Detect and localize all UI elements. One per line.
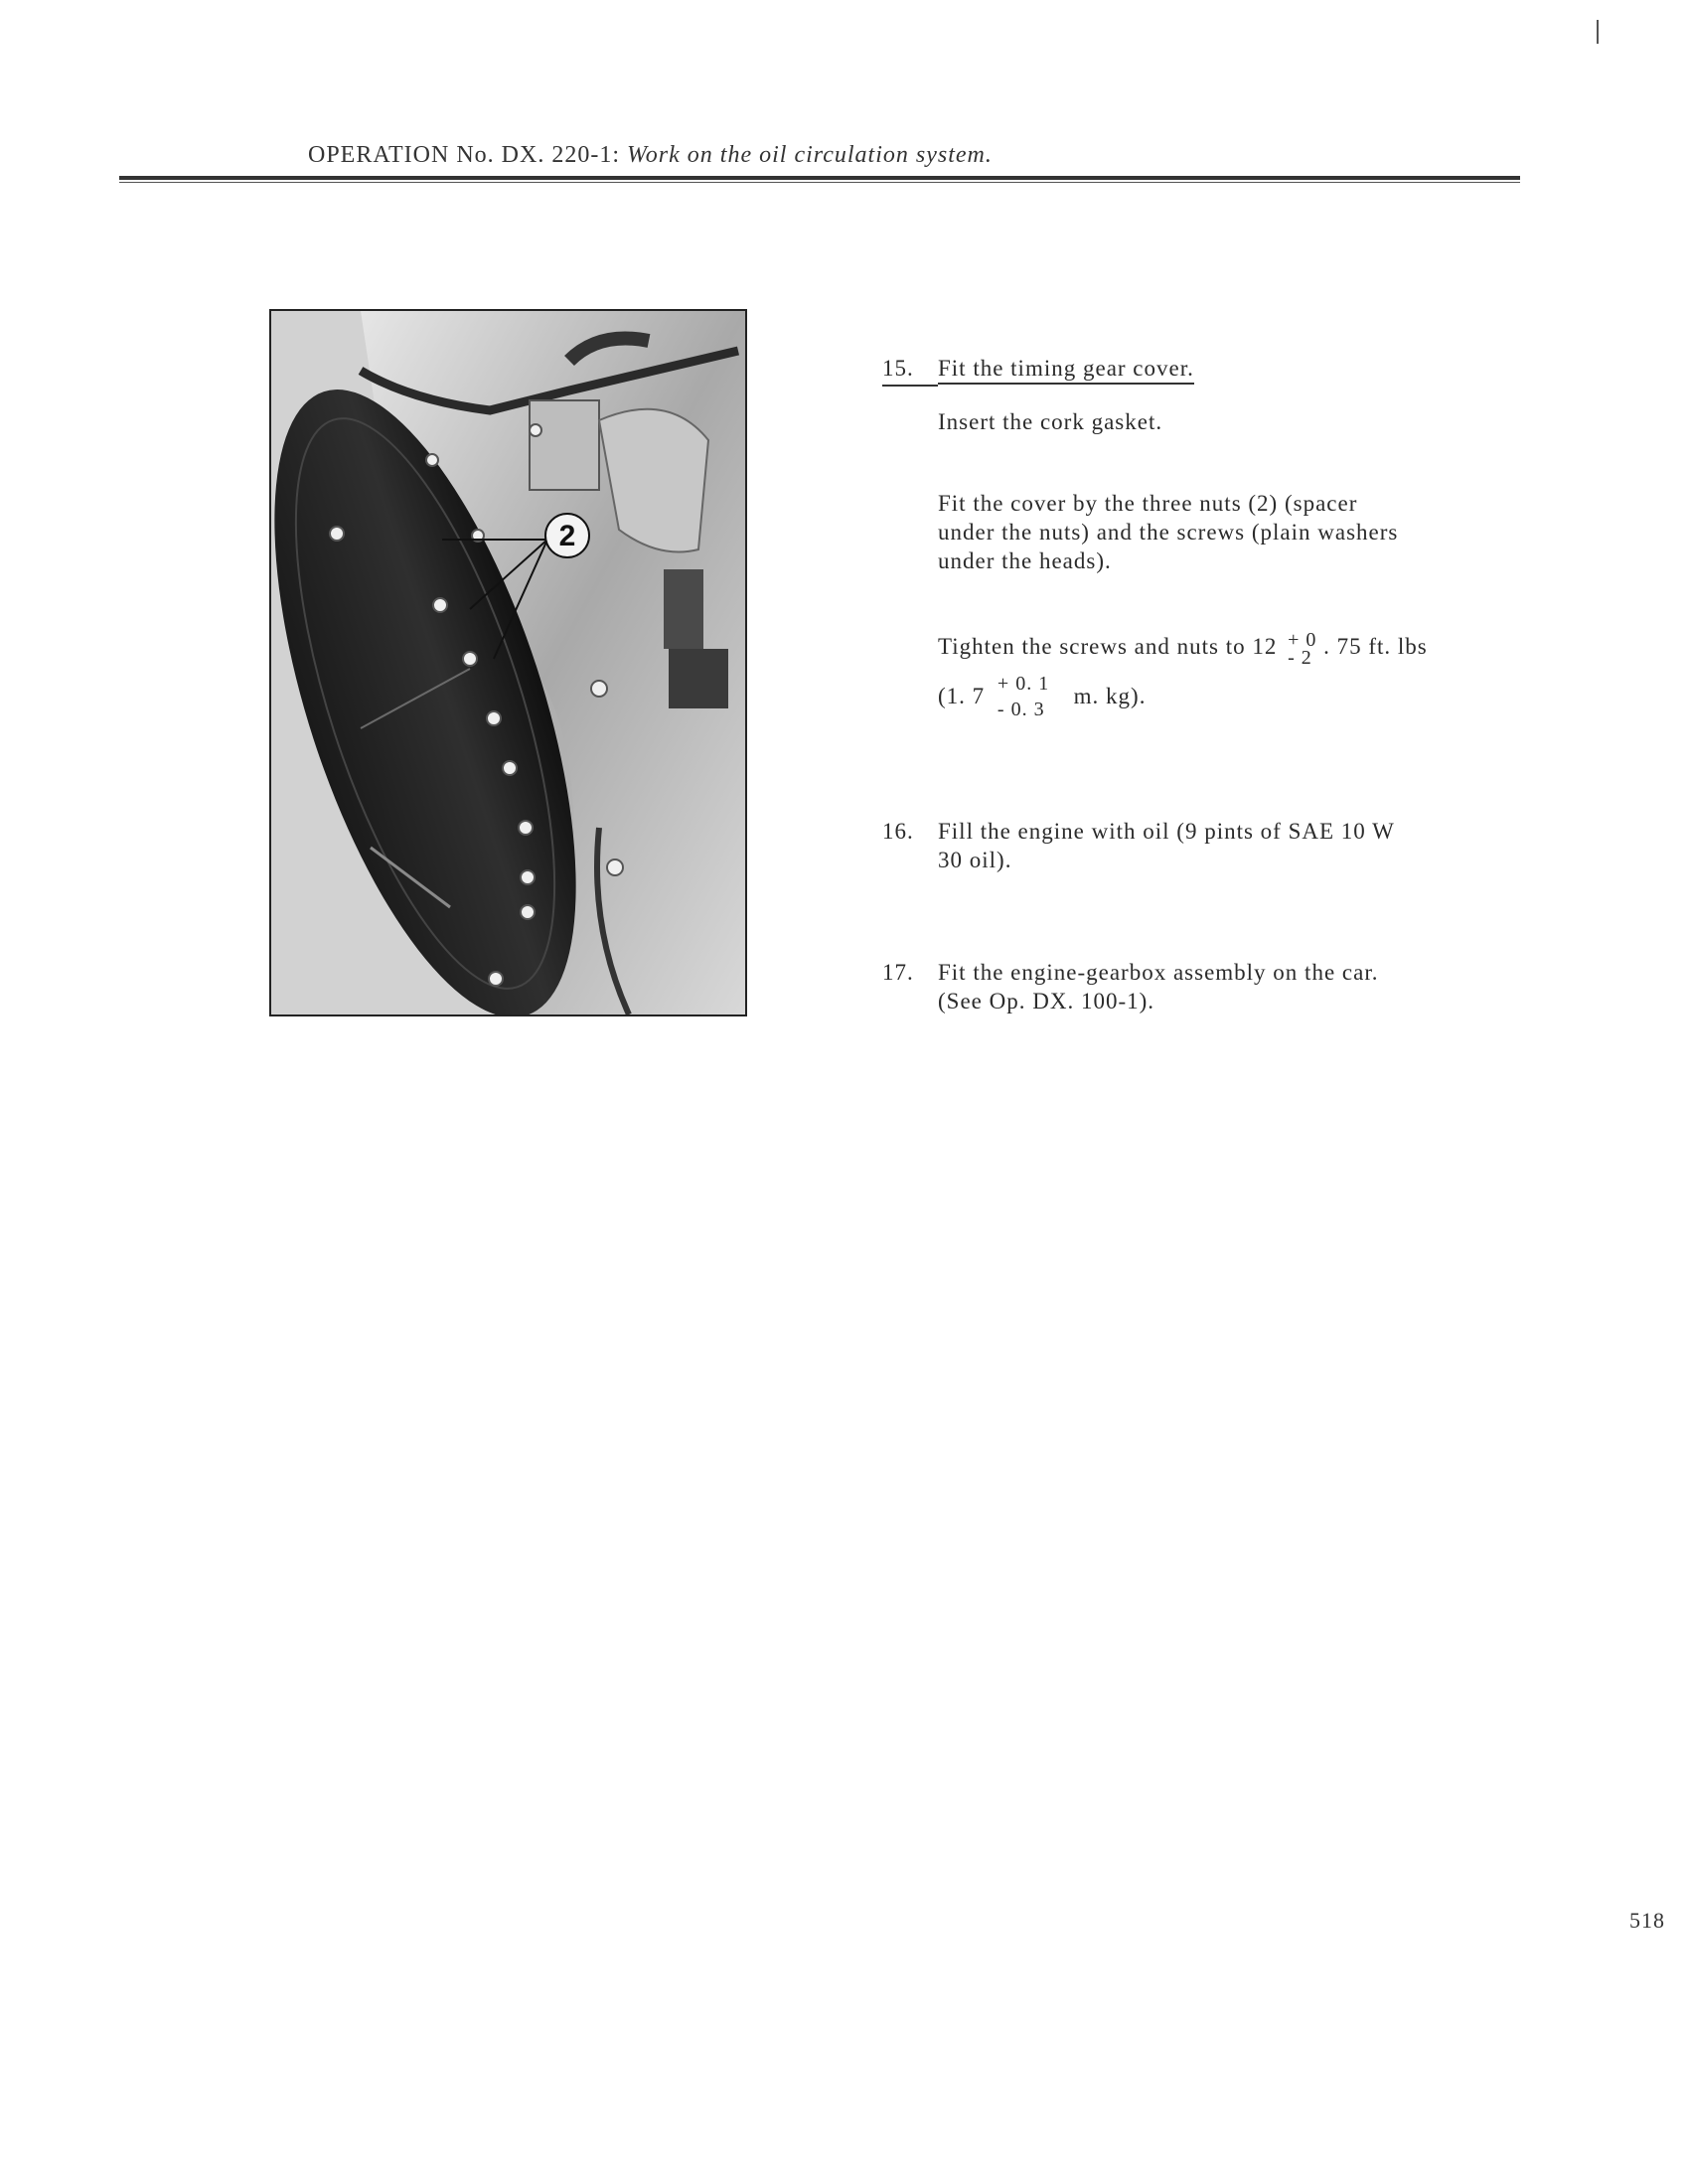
step-17-number: 17.: [882, 960, 914, 985]
fit-cover-line-3: under the heads).: [938, 548, 1112, 573]
step-15-number: 15.: [882, 354, 938, 387]
step-17-line-2: (See Op. DX. 100-1).: [938, 989, 1155, 1014]
torque-unit: . 75 ft. lbs: [1323, 634, 1428, 659]
metric-torque-unit: m. kg).: [1073, 684, 1147, 708]
page-header: [308, 142, 993, 169]
step-16-number: 16.: [882, 819, 914, 844]
step-17-line-1: Fit the engine-gearbox assembly on the car.: [938, 960, 1379, 985]
operation-title: Work on the oil circulation system.: [627, 142, 993, 168]
step-15-torque-text: [938, 629, 1534, 669]
torque-tolerance: [1284, 629, 1317, 669]
step-16-line-1: Fill the engine with oil (9 pints of SAE 10 W: [938, 819, 1395, 844]
header-rule-thin: [119, 182, 1520, 183]
fit-cover-line-1: Fit the cover by the three nuts (2) (spacer: [938, 491, 1358, 516]
step-15-fit-cover-text: [938, 489, 1534, 575]
timing-gear-cover-photo: [269, 309, 747, 1016]
step-17: [882, 958, 1378, 987]
metric-tolerance-minus: - 0. 3: [997, 699, 1045, 720]
callout-number-2: 2: [558, 520, 576, 552]
metric-tolerance-plus: + 0. 1: [997, 673, 1050, 695]
metric-torque-value: (1. 7: [938, 684, 986, 708]
step-16: [882, 817, 1395, 846]
torque-text: Tighten the screws and nuts to 12: [938, 634, 1278, 659]
torque-tolerance-plus: + 0: [1288, 629, 1317, 651]
step-15-heading: [882, 354, 1194, 387]
step-16-line-2: 30 oil).: [938, 848, 1012, 872]
scan-edge-mark: [1597, 20, 1599, 44]
torque-tolerance-minus: - 2: [1288, 647, 1312, 669]
page-number: 518: [1629, 1908, 1665, 1933]
fit-cover-line-2: under the nuts) and the screws (plain washers: [938, 520, 1399, 545]
header-rule: [119, 176, 1520, 180]
step-15-metric-torque: [938, 673, 1534, 731]
step-15-title: Fit the timing gear cover.: [938, 356, 1194, 385]
step-15-gasket-text: Insert the cork gasket.: [938, 409, 1163, 434]
operation-number: OPERATION No. DX. 220-1:: [308, 142, 620, 168]
metric-tolerance: [992, 673, 1067, 731]
